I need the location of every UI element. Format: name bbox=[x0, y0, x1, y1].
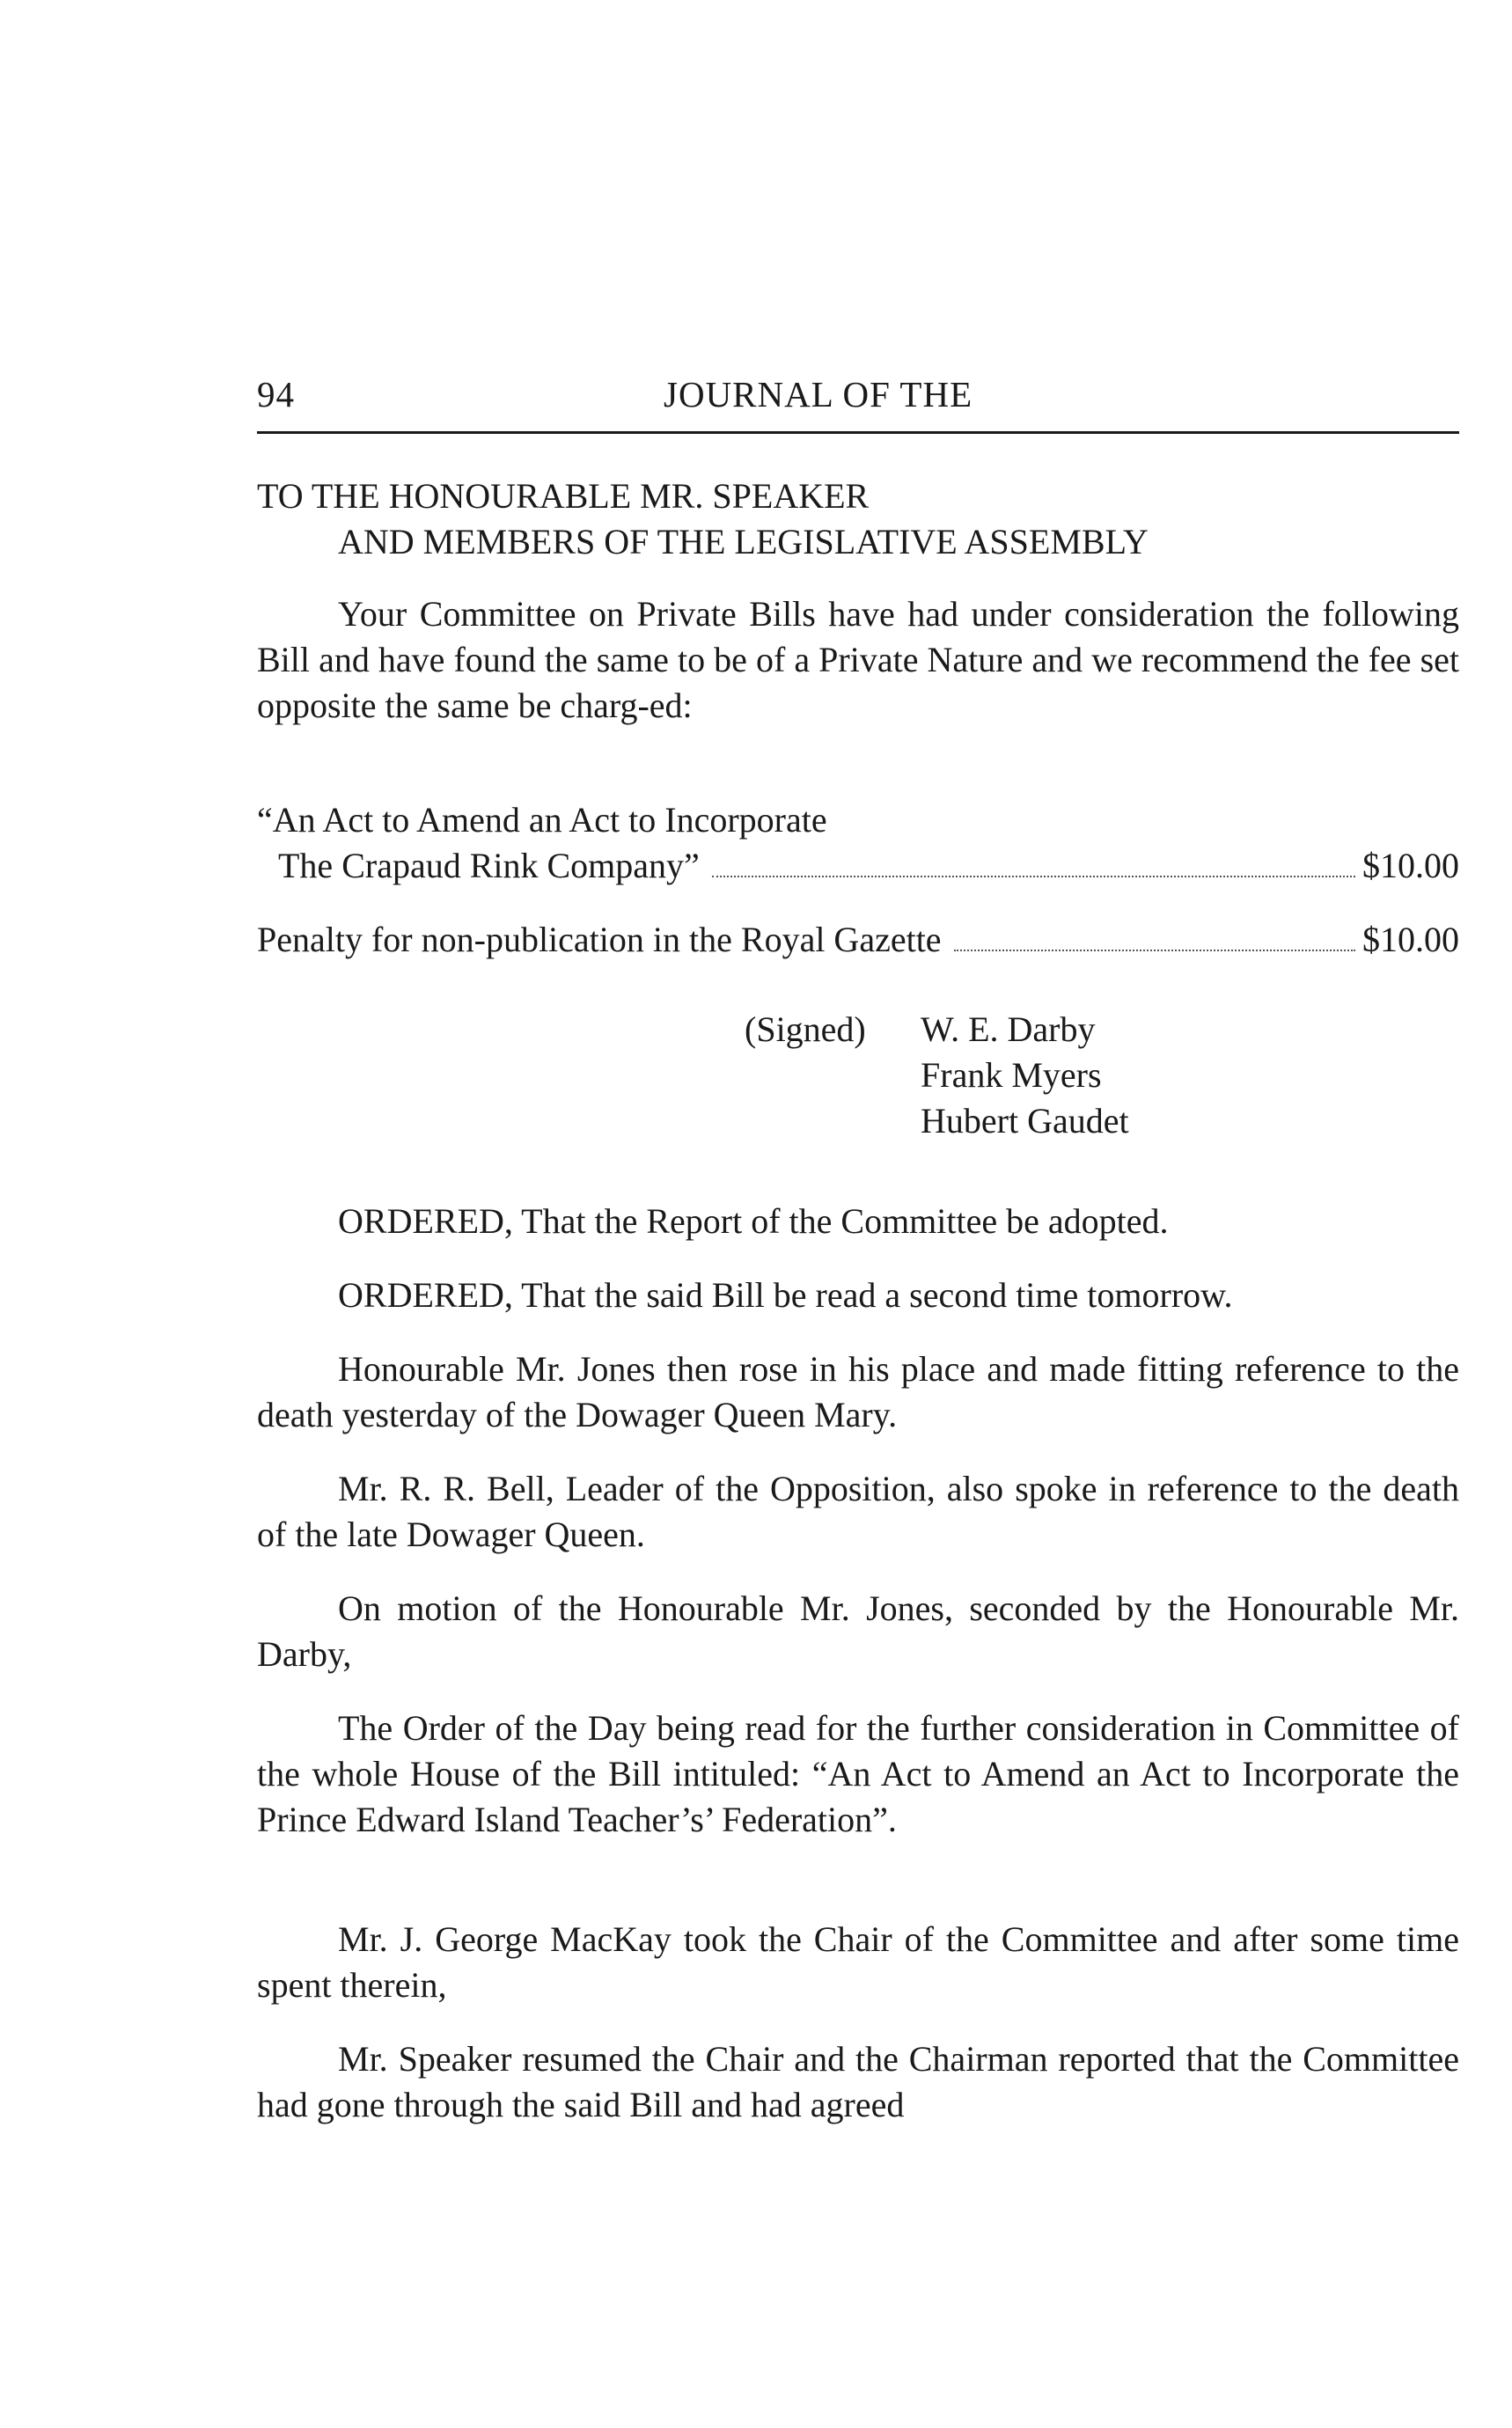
address-line-1: TO THE HONOURABLE MR. SPEAKER bbox=[257, 476, 870, 516]
bill-title-line-2: The Crapaud Rink Company” bbox=[278, 846, 700, 885]
journal-page bbox=[257, 0, 1459, 2428]
proceedings-paragraph: Mr. R. R. Bell, Leader of the Opposition, also spoke in reference to the death of the late Dowager Queen. bbox=[257, 1469, 1459, 1554]
penalty-fee-amount: $10.00 bbox=[1362, 920, 1459, 959]
header-rule bbox=[257, 431, 1459, 434]
signatory-name: W. E. Darby bbox=[921, 1009, 1096, 1049]
order-paragraph: ORDERED, That the Report of the Committee be adopted. bbox=[338, 1201, 1169, 1241]
bill-fee-amount: $10.00 bbox=[1362, 846, 1459, 885]
signed-label: (Signed) bbox=[745, 1009, 866, 1049]
order-paragraph: ORDERED, That the said Bill be read a second time tomorrow. bbox=[338, 1275, 1233, 1315]
signatory-name: Frank Myers bbox=[921, 1055, 1102, 1095]
proceedings-paragraph: Honourable Mr. Jones then rose in his place and made fitting reference to the death yesterday of the Dowager Queen Mary. bbox=[257, 1349, 1459, 1434]
proceedings-paragraph: Mr. J. George MacKay took the Chair of the Committee and after some time spent therein, bbox=[257, 1919, 1459, 2005]
page-number: 94 bbox=[257, 374, 295, 414]
page-header bbox=[257, 373, 1459, 426]
penalty-label: Penalty for non-publication in the Royal Gazette bbox=[257, 920, 942, 959]
running-head: JOURNAL OF THE bbox=[664, 374, 973, 414]
proceedings-paragraph: On motion of the Honourable Mr. Jones, seconded by the Honourable Mr. Darby, bbox=[257, 1588, 1459, 1674]
dot-leader bbox=[954, 949, 1355, 951]
penalty-fee-row bbox=[257, 917, 1459, 963]
bill-fee-row bbox=[257, 843, 1459, 889]
signatory-name: Hubert Gaudet bbox=[921, 1101, 1129, 1141]
bill-title-line-1: “An Act to Amend an Act to Incorporate bbox=[257, 800, 827, 840]
proceedings-paragraph: Mr. Speaker resumed the Chair and the Chairman reported that the Committee had gone through the said Bill and had agreed bbox=[257, 2039, 1459, 2124]
address-line-2: AND MEMBERS OF THE LEGISLATIVE ASSEMBLY bbox=[338, 522, 1149, 561]
proceedings-paragraph: The Order of the Day being read for the further consideration in Committee of the whole House of the Bill intituled: “An Act to Amend an Act to Incorporate the Prince Edward Island Teacher’s’ Federation”. bbox=[257, 1708, 1459, 1839]
dot-leader bbox=[712, 875, 1355, 877]
committee-report-paragraph: Your Committee on Private Bills have had under consideration the following Bill and have found the same to be of a Private Nature and we recommend the fee set opposite the same be charg-ed: bbox=[257, 594, 1459, 725]
